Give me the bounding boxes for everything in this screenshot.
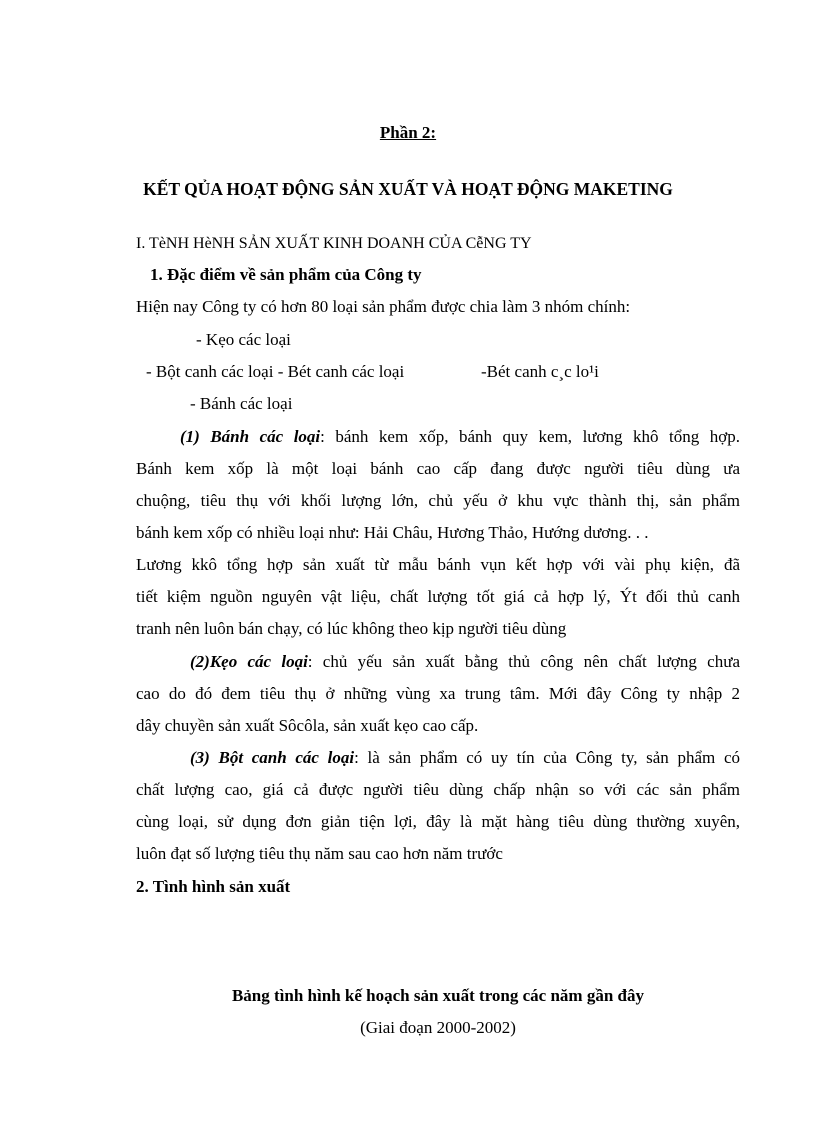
para3-line-2: chất lượng cao, giá cả được người tiêu dùng chấp nhận so với các sản phẩm [136,780,740,799]
subsection-heading-2: 2. Tình hình sản xuất [136,877,291,896]
list-item-keo: - Kẹo các loại [196,330,291,349]
list-item-banh: - Bánh các loại [190,394,293,413]
main-title: KẾT QỦA HOẠT ĐỘNG SẢN XUẤT VÀ HOẠT ĐỘNG MAKETING [143,179,673,199]
para3-line-3: cùng loại, sử dụng đơn giản tiện lợi, đây là mặt hàng tiêu dùng thường xuyên, [136,812,740,831]
para1-line-5: Lương kkô tổng hợp sản xuất từ mẫu bánh vụn kết hợp với vài phụ kiện, đã [136,555,740,574]
para1-line-7: tranh nên luôn bán chạy, có lúc không theo kịp người tiêu dùng [136,619,567,638]
table-subtitle: (Giai đoạn 2000-2002) [360,1018,516,1037]
para2-line-2: cao do đó đem tiêu thụ ở những vùng xa trung tâm. Mới đây Công ty nhập 2 [136,684,740,703]
para1-line-6: tiết kiệm nguồn nguyên vật liệu, chất lượng tốt giá cả hợp lý, Ýt đối thủ canh [136,587,740,606]
para1-line-1: (1) Bánh các loại: bánh kem xốp, bánh quy kem, lương khô tổng hợp. [180,427,740,446]
para2-line-1: (2)Kẹo các loại: chủ yếu sản xuất bằng thủ công nên chất lượng chưa [190,652,740,671]
para3-line-1: (3) Bột canh các loại: là sản phẩm có uy tín của Công ty, sản phẩm có [190,748,740,767]
part-title: Phần 2: [379,123,437,142]
subsection-heading-1: 1. Đặc điểm về sản phẩm của Công ty [150,265,422,284]
para2-line-3: dây chuyền sản xuất Sôcôla, sản xuất kẹo cao cấp. [136,716,479,735]
para1-line-4: bánh kem xốp có nhiều loại như: Hải Châu, Hương Thảo, Hướng dương. . . [136,523,649,542]
section-heading: I. TèNH HèNH SẢN XUẤT KINH DOANH CỦA CễNG TY [136,235,532,252]
para3-line-4: luôn đạt số lượng tiêu thụ năm sau cao hơn năm trước [136,844,503,863]
para2-label: (2)Kẹo các loại [190,652,308,671]
para3-label: (3) Bột canh các loại [190,748,355,767]
para1-line-2: Bánh kem xốp là một loại bánh cao cấp đang được người tiêu dùng ưa [136,459,740,478]
table-title: Bảng tình hình kế hoạch sản xuất trong các năm gần đây [231,986,645,1005]
para1-line-3: chuộng, tiêu thụ với khối lượng lớn, chủ yếu ở khu vực thành thị, sản phẩm [136,491,740,510]
list-item-bot-canh: - Bột canh các loại - Bét canh các loại [146,362,405,381]
para1-label: (1) Bánh các loại [180,427,321,446]
list-item-bet-canh: -Bét canh c¸c lo¹i [481,362,599,381]
intro-text: Hiện nay Công ty có hơn 80 loại sản phẩm được chia làm 3 nhóm chính: [136,297,631,316]
